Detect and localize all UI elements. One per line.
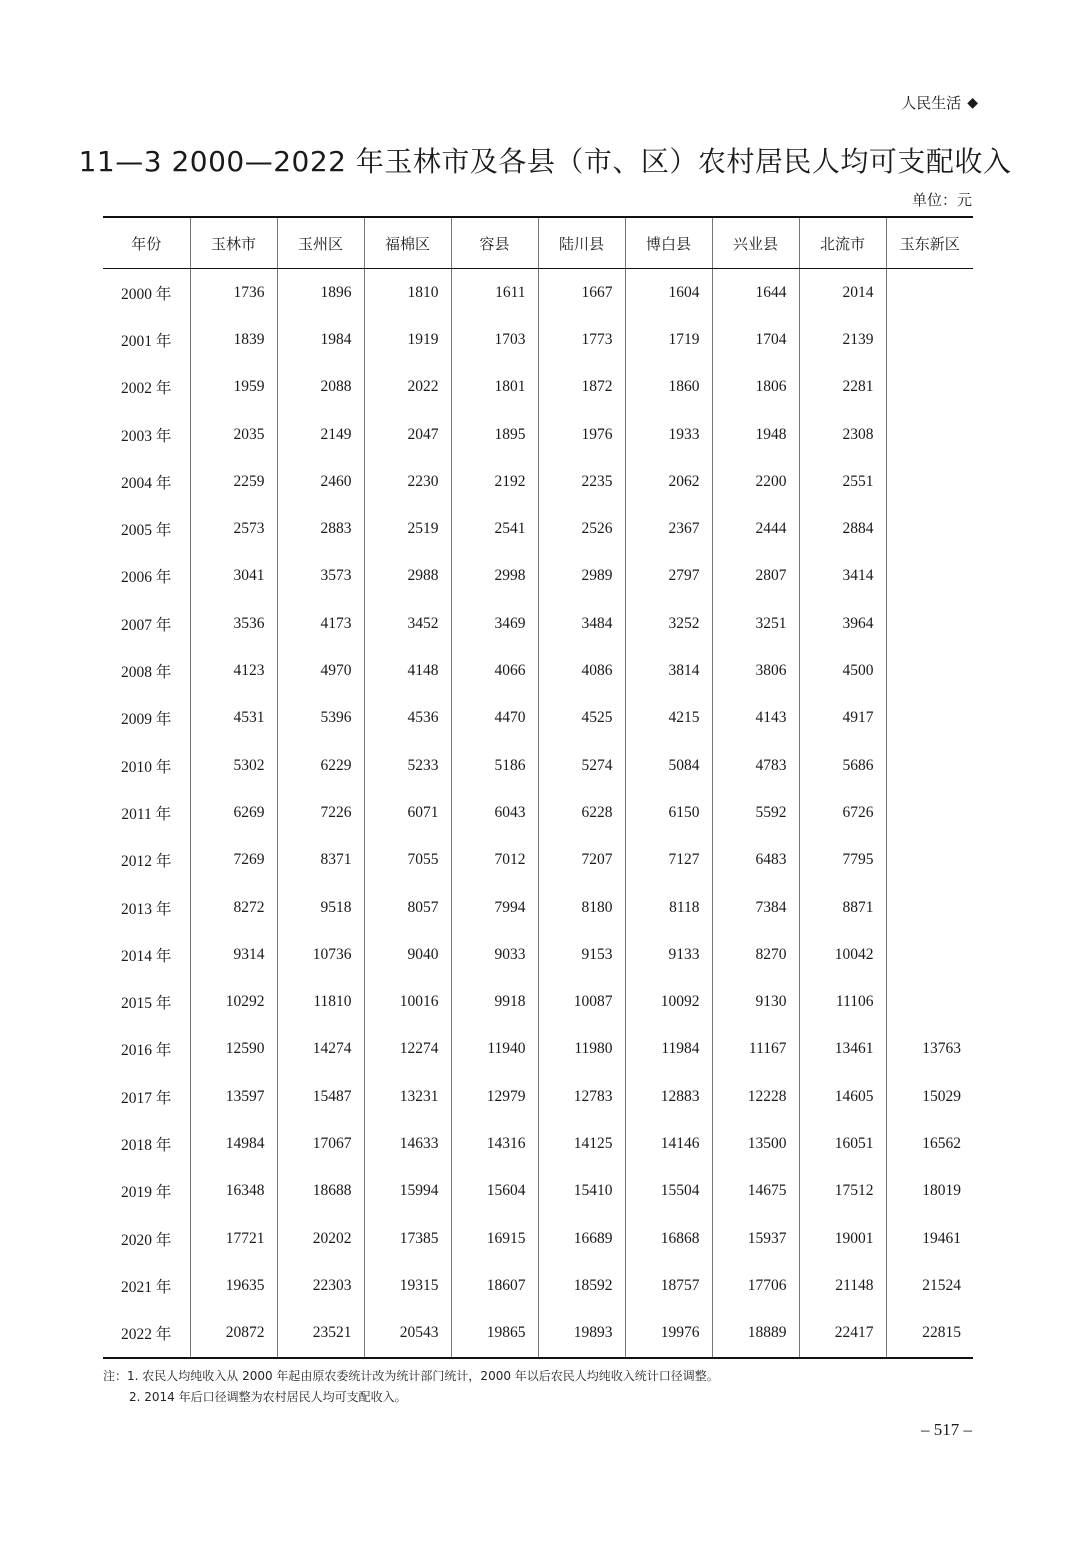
value-cell: 22417 bbox=[799, 1310, 886, 1358]
value-cell: 11810 bbox=[277, 978, 364, 1025]
value-cell: 3536 bbox=[190, 600, 277, 647]
value-cell: 2235 bbox=[538, 458, 625, 505]
value-cell: 3814 bbox=[625, 647, 712, 694]
value-cell: 1810 bbox=[364, 269, 451, 317]
value-cell: 18688 bbox=[277, 1168, 364, 1215]
column-header: 福棉区 bbox=[364, 217, 451, 269]
value-cell: 7795 bbox=[799, 837, 886, 884]
value-cell: 6483 bbox=[712, 837, 799, 884]
value-cell bbox=[886, 316, 973, 363]
table-row bbox=[103, 1073, 973, 1120]
value-cell: 5233 bbox=[364, 742, 451, 789]
value-cell: 18592 bbox=[538, 1262, 625, 1309]
value-cell: 10092 bbox=[625, 978, 712, 1025]
value-cell: 11980 bbox=[538, 1026, 625, 1073]
value-cell: 2573 bbox=[190, 505, 277, 552]
value-cell: 2444 bbox=[712, 505, 799, 552]
value-cell: 6726 bbox=[799, 789, 886, 836]
value-cell: 10087 bbox=[538, 978, 625, 1025]
value-cell: 8057 bbox=[364, 884, 451, 931]
value-cell: 2062 bbox=[625, 458, 712, 505]
table-row bbox=[103, 1120, 973, 1167]
value-cell: 20543 bbox=[364, 1310, 451, 1358]
table-row bbox=[103, 458, 973, 505]
value-cell: 3041 bbox=[190, 553, 277, 600]
value-cell: 14274 bbox=[277, 1026, 364, 1073]
value-cell: 2551 bbox=[799, 458, 886, 505]
value-cell: 6071 bbox=[364, 789, 451, 836]
value-cell: 20872 bbox=[190, 1310, 277, 1358]
value-cell: 5686 bbox=[799, 742, 886, 789]
value-cell: 16348 bbox=[190, 1168, 277, 1215]
value-cell: 2519 bbox=[364, 505, 451, 552]
value-cell: 9314 bbox=[190, 931, 277, 978]
value-cell: 1919 bbox=[364, 316, 451, 363]
value-cell: 2281 bbox=[799, 364, 886, 411]
value-cell: 1704 bbox=[712, 316, 799, 363]
value-cell: 7207 bbox=[538, 837, 625, 884]
value-cell: 4500 bbox=[799, 647, 886, 694]
value-cell: 6229 bbox=[277, 742, 364, 789]
value-cell: 2149 bbox=[277, 411, 364, 458]
value-cell: 1604 bbox=[625, 269, 712, 317]
value-cell: 1773 bbox=[538, 316, 625, 363]
value-cell: 13597 bbox=[190, 1073, 277, 1120]
year-cell: 2018 年 bbox=[121, 1136, 172, 1154]
value-cell: 11106 bbox=[799, 978, 886, 1025]
value-cell: 5084 bbox=[625, 742, 712, 789]
value-cell: 1959 bbox=[190, 364, 277, 411]
value-cell bbox=[886, 411, 973, 458]
value-cell bbox=[886, 600, 973, 647]
value-cell: 10736 bbox=[277, 931, 364, 978]
value-cell: 2014 bbox=[799, 269, 886, 317]
value-cell: 18607 bbox=[451, 1262, 538, 1309]
value-cell: 4783 bbox=[712, 742, 799, 789]
value-cell: 17721 bbox=[190, 1215, 277, 1262]
value-cell: 4123 bbox=[190, 647, 277, 694]
value-cell: 12783 bbox=[538, 1073, 625, 1120]
value-cell bbox=[886, 695, 973, 742]
value-cell: 12979 bbox=[451, 1073, 538, 1120]
value-cell: 7994 bbox=[451, 884, 538, 931]
value-cell: 2230 bbox=[364, 458, 451, 505]
value-cell: 12274 bbox=[364, 1026, 451, 1073]
value-cell: 12228 bbox=[712, 1073, 799, 1120]
value-cell bbox=[886, 458, 973, 505]
table-row bbox=[103, 269, 973, 317]
value-cell: 2526 bbox=[538, 505, 625, 552]
value-cell: 8118 bbox=[625, 884, 712, 931]
value-cell: 12590 bbox=[190, 1026, 277, 1073]
table-row bbox=[103, 978, 973, 1025]
value-cell: 16051 bbox=[799, 1120, 886, 1167]
value-cell: 14125 bbox=[538, 1120, 625, 1167]
year-cell: 2000 年 bbox=[121, 285, 172, 303]
table-row bbox=[103, 1026, 973, 1073]
value-cell: 14316 bbox=[451, 1120, 538, 1167]
value-cell: 5274 bbox=[538, 742, 625, 789]
value-cell: 15504 bbox=[625, 1168, 712, 1215]
value-cell: 9918 bbox=[451, 978, 538, 1025]
value-cell bbox=[886, 742, 973, 789]
value-cell: 1736 bbox=[190, 269, 277, 317]
value-cell: 19635 bbox=[190, 1262, 277, 1309]
value-cell: 13500 bbox=[712, 1120, 799, 1167]
year-cell: 2015 年 bbox=[121, 995, 172, 1013]
value-cell: 1976 bbox=[538, 411, 625, 458]
value-cell: 23521 bbox=[277, 1310, 364, 1358]
table-row bbox=[103, 884, 973, 931]
value-cell: 17512 bbox=[799, 1168, 886, 1215]
value-cell bbox=[886, 789, 973, 836]
table-header-row bbox=[103, 217, 973, 269]
value-cell: 17385 bbox=[364, 1215, 451, 1262]
value-cell: 2884 bbox=[799, 505, 886, 552]
value-cell: 18757 bbox=[625, 1262, 712, 1309]
year-cell: 2005 年 bbox=[121, 522, 172, 540]
table-title: 11—3 2000—2022 年玉林市及各县（市、区）农村居民人均可支配收入 bbox=[78, 145, 1012, 178]
year-cell: 2022 年 bbox=[103, 1310, 190, 1358]
value-cell: 1860 bbox=[625, 364, 712, 411]
year-cell: 2014 年 bbox=[121, 947, 172, 965]
value-cell: 17706 bbox=[712, 1262, 799, 1309]
value-cell: 4143 bbox=[712, 695, 799, 742]
value-cell: 3251 bbox=[712, 600, 799, 647]
value-cell: 10016 bbox=[364, 978, 451, 1025]
value-cell: 2541 bbox=[451, 505, 538, 552]
value-cell: 4148 bbox=[364, 647, 451, 694]
value-cell: 5302 bbox=[190, 742, 277, 789]
value-cell: 12883 bbox=[625, 1073, 712, 1120]
value-cell bbox=[886, 364, 973, 411]
value-cell: 11167 bbox=[712, 1026, 799, 1073]
year-cell: 2011 年 bbox=[121, 805, 172, 823]
value-cell: 4066 bbox=[451, 647, 538, 694]
value-cell: 11984 bbox=[625, 1026, 712, 1073]
column-header: 兴业县 bbox=[712, 217, 799, 269]
value-cell: 5592 bbox=[712, 789, 799, 836]
value-cell: 10292 bbox=[190, 978, 277, 1025]
year-cell: 2002 年 bbox=[121, 380, 172, 398]
value-cell: 19001 bbox=[799, 1215, 886, 1262]
value-cell: 13763 bbox=[886, 1026, 973, 1073]
table-row bbox=[103, 789, 973, 836]
value-cell: 19461 bbox=[886, 1215, 973, 1262]
value-cell: 2797 bbox=[625, 553, 712, 600]
value-cell: 7127 bbox=[625, 837, 712, 884]
table-row bbox=[103, 1168, 973, 1215]
section-header-label: 人民生活 bbox=[901, 94, 962, 112]
value-cell: 15487 bbox=[277, 1073, 364, 1120]
value-cell: 3484 bbox=[538, 600, 625, 647]
column-header: 北流市 bbox=[799, 217, 886, 269]
value-cell: 2883 bbox=[277, 505, 364, 552]
value-cell: 4173 bbox=[277, 600, 364, 647]
section-header bbox=[901, 92, 978, 113]
year-cell: 2003 年 bbox=[121, 427, 172, 445]
value-cell: 5396 bbox=[277, 695, 364, 742]
year-cell: 2021 年 bbox=[121, 1278, 172, 1296]
value-cell: 19315 bbox=[364, 1262, 451, 1309]
value-cell: 9040 bbox=[364, 931, 451, 978]
value-cell: 3806 bbox=[712, 647, 799, 694]
footnote-2: 2. 2014 年后口径调整为农村居民人均可支配收入。 bbox=[129, 1390, 407, 1404]
page-number: – 517 – bbox=[921, 1420, 972, 1439]
column-header: 博白县 bbox=[625, 217, 712, 269]
value-cell: 6150 bbox=[625, 789, 712, 836]
table-row bbox=[103, 505, 973, 552]
value-cell: 16689 bbox=[538, 1215, 625, 1262]
value-cell: 5186 bbox=[451, 742, 538, 789]
year-cell: 2013 年 bbox=[121, 900, 172, 918]
value-cell: 4086 bbox=[538, 647, 625, 694]
value-cell: 7384 bbox=[712, 884, 799, 931]
table-row bbox=[103, 695, 973, 742]
value-cell: 9130 bbox=[712, 978, 799, 1025]
year-cell: 2017 年 bbox=[121, 1089, 172, 1107]
value-cell: 22303 bbox=[277, 1262, 364, 1309]
value-cell: 4970 bbox=[277, 647, 364, 694]
year-cell: 2019 年 bbox=[121, 1184, 172, 1202]
value-cell: 4470 bbox=[451, 695, 538, 742]
value-cell: 1984 bbox=[277, 316, 364, 363]
table-row bbox=[103, 1262, 973, 1309]
column-header: 陆川县 bbox=[538, 217, 625, 269]
value-cell: 4917 bbox=[799, 695, 886, 742]
value-cell: 9133 bbox=[625, 931, 712, 978]
income-table bbox=[103, 216, 973, 1359]
value-cell: 13231 bbox=[364, 1073, 451, 1120]
value-cell: 3414 bbox=[799, 553, 886, 600]
year-cell: 2006 年 bbox=[121, 569, 172, 587]
value-cell: 7226 bbox=[277, 789, 364, 836]
value-cell bbox=[886, 931, 973, 978]
column-header: 容县 bbox=[451, 217, 538, 269]
value-cell: 1948 bbox=[712, 411, 799, 458]
value-cell: 21148 bbox=[799, 1262, 886, 1309]
value-cell: 3469 bbox=[451, 600, 538, 647]
value-cell: 3452 bbox=[364, 600, 451, 647]
table-row bbox=[103, 837, 973, 884]
value-cell: 8272 bbox=[190, 884, 277, 931]
value-cell: 19976 bbox=[625, 1310, 712, 1358]
value-cell: 1667 bbox=[538, 269, 625, 317]
table-row bbox=[103, 411, 973, 458]
table-body bbox=[103, 269, 973, 1358]
value-cell: 13461 bbox=[799, 1026, 886, 1073]
value-cell: 16915 bbox=[451, 1215, 538, 1262]
value-cell: 7012 bbox=[451, 837, 538, 884]
value-cell: 14675 bbox=[712, 1168, 799, 1215]
value-cell: 3573 bbox=[277, 553, 364, 600]
value-cell: 22815 bbox=[886, 1310, 973, 1358]
value-cell: 4536 bbox=[364, 695, 451, 742]
value-cell: 2022 bbox=[364, 364, 451, 411]
year-cell: 2008 年 bbox=[121, 664, 172, 682]
value-cell: 8871 bbox=[799, 884, 886, 931]
year-cell: 2001 年 bbox=[121, 332, 172, 350]
year-cell: 2012 年 bbox=[121, 853, 172, 871]
value-cell: 15994 bbox=[364, 1168, 451, 1215]
value-cell: 1611 bbox=[451, 269, 538, 317]
value-cell: 2035 bbox=[190, 411, 277, 458]
value-cell: 21524 bbox=[886, 1262, 973, 1309]
value-cell: 2998 bbox=[451, 553, 538, 600]
year-cell: 2016 年 bbox=[121, 1042, 172, 1060]
value-cell: 16562 bbox=[886, 1120, 973, 1167]
value-cell: 1801 bbox=[451, 364, 538, 411]
value-cell: 7055 bbox=[364, 837, 451, 884]
value-cell: 1703 bbox=[451, 316, 538, 363]
year-cell: 2020 年 bbox=[121, 1231, 172, 1249]
value-cell: 11940 bbox=[451, 1026, 538, 1073]
value-cell: 8371 bbox=[277, 837, 364, 884]
table-row bbox=[103, 742, 973, 789]
value-cell: 15604 bbox=[451, 1168, 538, 1215]
value-cell: 15410 bbox=[538, 1168, 625, 1215]
year-cell: 2009 年 bbox=[121, 711, 172, 729]
value-cell: 6269 bbox=[190, 789, 277, 836]
column-header: 玉东新区 bbox=[886, 217, 973, 269]
value-cell: 15937 bbox=[712, 1215, 799, 1262]
value-cell: 7269 bbox=[190, 837, 277, 884]
value-cell: 19865 bbox=[451, 1310, 538, 1358]
table-row bbox=[103, 316, 973, 363]
value-cell: 19893 bbox=[538, 1310, 625, 1358]
value-cell: 1896 bbox=[277, 269, 364, 317]
value-cell bbox=[886, 505, 973, 552]
value-cell: 1644 bbox=[712, 269, 799, 317]
column-header: 玉州区 bbox=[277, 217, 364, 269]
value-cell: 9153 bbox=[538, 931, 625, 978]
footnote-1: 注：1. 农民人均纯收入从 2000 年起由原农委统计改为统计部门统计，2000 年以后农民人均纯收入统计口径调整。 bbox=[103, 1369, 719, 1383]
value-cell: 20202 bbox=[277, 1215, 364, 1262]
value-cell: 9033 bbox=[451, 931, 538, 978]
table-row bbox=[103, 931, 973, 978]
table-row bbox=[103, 647, 973, 694]
value-cell: 2047 bbox=[364, 411, 451, 458]
table-row bbox=[103, 553, 973, 600]
value-cell: 14984 bbox=[190, 1120, 277, 1167]
value-cell: 2807 bbox=[712, 553, 799, 600]
value-cell: 2988 bbox=[364, 553, 451, 600]
value-cell: 2460 bbox=[277, 458, 364, 505]
unit-label: 单位：元 bbox=[911, 191, 972, 209]
value-cell: 3252 bbox=[625, 600, 712, 647]
footnotes bbox=[103, 1366, 719, 1408]
year-cell: 2004 年 bbox=[121, 474, 172, 492]
column-header: 玉林市 bbox=[190, 217, 277, 269]
value-cell: 2200 bbox=[712, 458, 799, 505]
value-cell: 2088 bbox=[277, 364, 364, 411]
value-cell: 1872 bbox=[538, 364, 625, 411]
year-cell: 2010 年 bbox=[121, 758, 172, 776]
value-cell: 16868 bbox=[625, 1215, 712, 1262]
value-cell: 4215 bbox=[625, 695, 712, 742]
value-cell: 9518 bbox=[277, 884, 364, 931]
value-cell: 2259 bbox=[190, 458, 277, 505]
value-cell: 2989 bbox=[538, 553, 625, 600]
value-cell: 18019 bbox=[886, 1168, 973, 1215]
value-cell: 1933 bbox=[625, 411, 712, 458]
value-cell bbox=[886, 884, 973, 931]
value-cell: 2308 bbox=[799, 411, 886, 458]
value-cell: 1806 bbox=[712, 364, 799, 411]
value-cell bbox=[886, 978, 973, 1025]
table-row bbox=[103, 1310, 973, 1358]
value-cell bbox=[886, 647, 973, 694]
value-cell: 15029 bbox=[886, 1073, 973, 1120]
value-cell: 10042 bbox=[799, 931, 886, 978]
value-cell: 4531 bbox=[190, 695, 277, 742]
table-row bbox=[103, 364, 973, 411]
value-cell: 3964 bbox=[799, 600, 886, 647]
table-row bbox=[103, 600, 973, 647]
year-cell: 2007 年 bbox=[121, 616, 172, 634]
value-cell: 6043 bbox=[451, 789, 538, 836]
value-cell: 2139 bbox=[799, 316, 886, 363]
value-cell: 2192 bbox=[451, 458, 538, 505]
value-cell: 14633 bbox=[364, 1120, 451, 1167]
value-cell: 2367 bbox=[625, 505, 712, 552]
value-cell bbox=[886, 837, 973, 884]
value-cell: 8270 bbox=[712, 931, 799, 978]
value-cell: 4525 bbox=[538, 695, 625, 742]
value-cell: 1839 bbox=[190, 316, 277, 363]
value-cell: 14146 bbox=[625, 1120, 712, 1167]
value-cell: 1719 bbox=[625, 316, 712, 363]
value-cell: 14605 bbox=[799, 1073, 886, 1120]
value-cell: 6228 bbox=[538, 789, 625, 836]
value-cell: 8180 bbox=[538, 884, 625, 931]
column-header-year: 年份 bbox=[103, 217, 190, 269]
value-cell bbox=[886, 553, 973, 600]
value-cell: 18889 bbox=[712, 1310, 799, 1358]
value-cell bbox=[886, 269, 973, 317]
value-cell: 1895 bbox=[451, 411, 538, 458]
table-row bbox=[103, 1215, 973, 1262]
diamond-icon: ◆ bbox=[967, 94, 978, 111]
value-cell: 17067 bbox=[277, 1120, 364, 1167]
